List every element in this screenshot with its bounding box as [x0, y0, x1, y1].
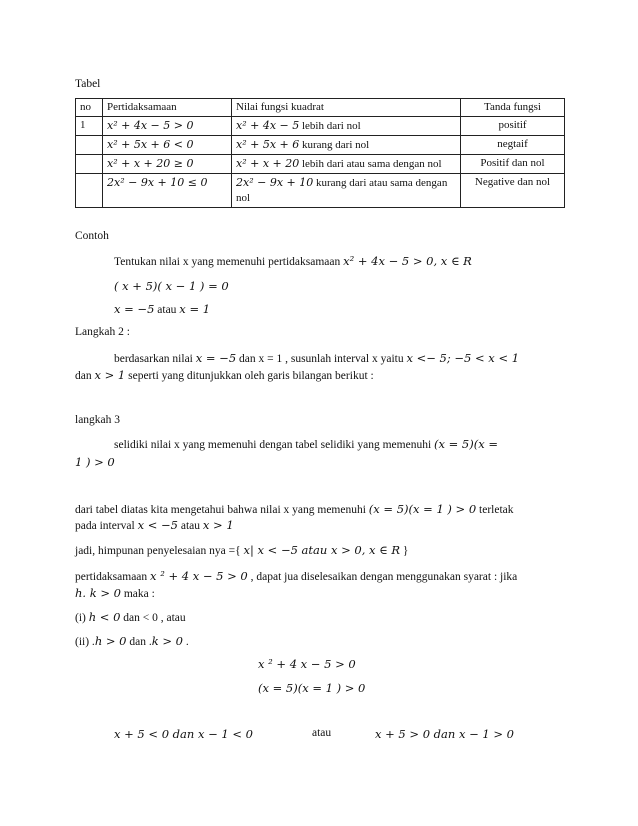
- row-function-desc: kurang dari nol: [299, 139, 370, 151]
- paragraph-5: [75, 586, 155, 600]
- paragraph-4: [75, 569, 517, 583]
- contoh-prompt: [114, 254, 472, 268]
- condition-i-label: (i): [75, 612, 89, 624]
- row-no: 1: [76, 117, 103, 136]
- header-nilai-fungsi: Nilai fungsi kuadrat: [232, 99, 461, 117]
- header-tanda-fungsi: Tanda fungsi: [461, 99, 565, 117]
- condition-i: [75, 610, 186, 624]
- langkah3-heading: langkah 3: [75, 414, 121, 426]
- row-inequality: x² + 4x − 5 > 0: [107, 119, 194, 132]
- row-inequality: x² + 5x + 6 < 0: [107, 138, 194, 151]
- p1-text: dari tabel diatas kita mengetahui bahwa nilai x yang memenuhi: [75, 504, 369, 516]
- p2-math2: x > 1: [202, 518, 234, 532]
- langkah3-text: selidiki nilai x yang memenuhi dengan tabel selidiki yang memenuhi: [114, 439, 435, 451]
- inequality-table: [75, 98, 565, 208]
- contoh-step2-b: x = 1: [179, 302, 211, 316]
- p3-end: }: [399, 545, 409, 557]
- langkah2-line2-text2: seperti yang ditunjukkan oleh garis bilangan berikut :: [125, 370, 374, 382]
- langkah3-math: (x = 5)(x =: [434, 437, 499, 451]
- p2-text: pada interval: [75, 520, 138, 532]
- langkah2-math2: x <− 5; −5 < x < 1: [406, 351, 520, 365]
- langkah2-text1: berdasarkan nilai: [114, 353, 196, 365]
- p5-text: maka :: [120, 588, 155, 600]
- condition-ii-label: (ii) .: [75, 636, 95, 648]
- condition-ii-end: .: [182, 636, 189, 648]
- centered-equation-2: (x = 5)(x = 1 ) > 0: [258, 681, 366, 695]
- table-header-row: [76, 99, 565, 117]
- p2-mid: atau: [177, 520, 203, 532]
- row-sign: Positif dan nol: [461, 155, 565, 174]
- row-sign: Negative dan nol: [461, 174, 565, 208]
- contoh-step2: [114, 302, 210, 316]
- row-function: x² + x + 20: [236, 157, 300, 170]
- contoh-step1: ( x + 5)( x − 1 ) = 0: [114, 279, 229, 293]
- condition-i-math: h < 0: [88, 610, 121, 624]
- contoh-heading: Contoh: [75, 230, 109, 242]
- p2-math1: x < −5: [137, 518, 178, 532]
- row-function: 2x² − 9x + 10: [236, 176, 314, 189]
- row-no: [76, 136, 103, 155]
- table-row: [76, 174, 565, 208]
- langkah2-line1: [114, 351, 519, 365]
- contoh-prompt-math: x² + 4x − 5 > 0, x ∈ R: [343, 254, 472, 268]
- row-function-desc: lebih dari nol: [299, 120, 361, 132]
- table-row: [76, 136, 565, 155]
- row-function-desc: lebih dari atau sama dengan nol: [299, 158, 442, 170]
- p1-math: (x = 5)(x = 1 ) > 0: [368, 502, 477, 516]
- contoh-prompt-text: Tentukan nilai x yang memenuhi pertidaksamaan: [114, 256, 344, 268]
- condition-ii-mid: dan .: [126, 636, 152, 648]
- row-function-desc: kurang dari atau sama dengan nol: [236, 177, 448, 204]
- contoh-step2-a: x = −5: [114, 302, 155, 316]
- p3-math: x| x < −5 atau x > 0, x ∈ R: [243, 543, 400, 557]
- p1-text2: terletak: [476, 504, 514, 516]
- row-no: [76, 155, 103, 174]
- p4-text: pertidaksamaan: [75, 571, 151, 583]
- paragraph-3: [75, 543, 408, 557]
- row-inequality: x² + x + 20 ≥ 0: [107, 157, 194, 170]
- row-sign: positif: [461, 117, 565, 136]
- row-no: [76, 174, 103, 208]
- langkah3-line2: 1 ) > 0: [75, 455, 115, 469]
- bottom-case-right: x + 5 > 0 dan x − 1 > 0: [375, 727, 514, 741]
- langkah2-line2: [75, 368, 374, 382]
- langkah3-line1: [114, 437, 498, 451]
- table-caption: Tabel: [75, 78, 101, 90]
- langkah2-line2-text: dan: [75, 370, 95, 382]
- row-sign: negtaif: [461, 136, 565, 155]
- centered-equation-1: x ² + 4 x − 5 > 0: [258, 657, 356, 671]
- condition-ii: [75, 634, 189, 648]
- p3-text: jadi, himpunan penyelesaian nya ={: [75, 545, 244, 557]
- p5-math: h. k > 0: [75, 586, 121, 600]
- row-function: x² + 5x + 6: [236, 138, 300, 151]
- p4-text2: , dapat jua diselesaikan dengan menggunakan syarat : jika: [247, 571, 518, 583]
- langkah2-text2: dan x = 1 , susunlah interval x yaitu: [236, 353, 407, 365]
- langkah2-math1: x = −5: [195, 351, 237, 365]
- header-no: no: [76, 99, 103, 117]
- condition-i-text: dan < 0 , atau: [120, 612, 186, 624]
- row-inequality: 2x² − 9x + 10 ≤ 0: [107, 176, 208, 189]
- row-function: x² + 4x − 5: [236, 119, 300, 132]
- paragraph-1: [75, 502, 514, 516]
- paragraph-2: [75, 518, 234, 532]
- langkah2-line2-math: x > 1: [94, 368, 126, 382]
- bottom-case-left: x + 5 < 0 dan x − 1 < 0: [114, 727, 253, 741]
- header-pertidaksamaan: Pertidaksamaan: [103, 99, 232, 117]
- table-row: [76, 117, 565, 136]
- condition-ii-math2: k > 0: [151, 634, 183, 648]
- table-row: [76, 155, 565, 174]
- langkah2-heading: Langkah 2 :: [75, 326, 130, 338]
- p4-math: x ² + 4 x − 5 > 0: [150, 569, 248, 583]
- condition-ii-math1: h > 0: [94, 634, 127, 648]
- contoh-step2-mid: atau: [154, 304, 180, 316]
- bottom-atau: atau: [312, 727, 332, 739]
